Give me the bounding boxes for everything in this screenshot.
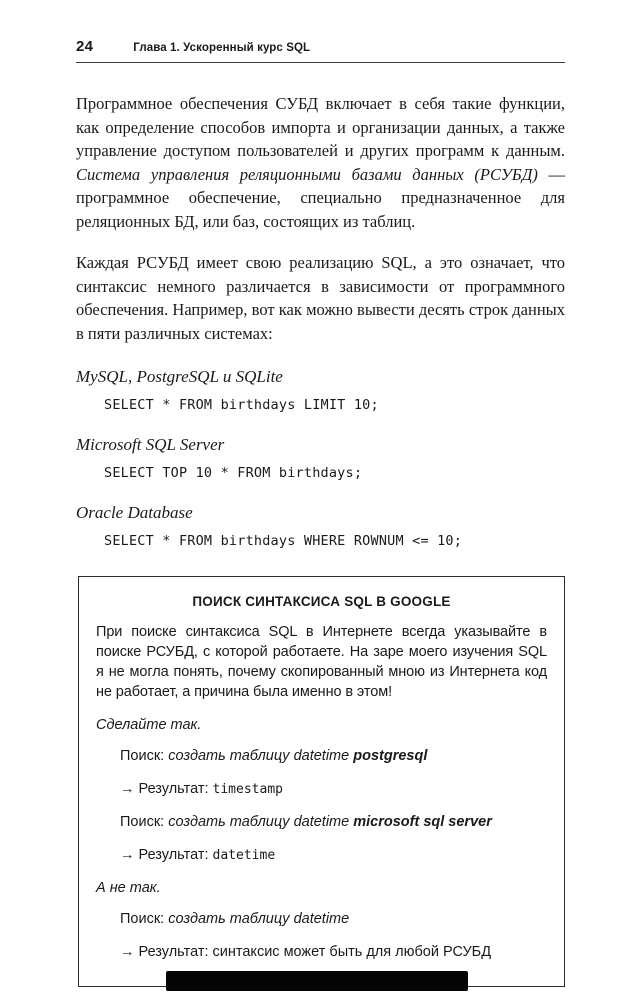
search-query: создать таблицу datetime	[168, 748, 354, 764]
sql-code-top: SELECT TOP 10 * FROM birthdays;	[104, 465, 363, 481]
page-number: 24	[76, 38, 94, 55]
scan-artifact-bar	[166, 971, 468, 991]
result-line	[120, 943, 547, 962]
p1-text-2: — программное обеспечение, специально предназначенное для реляционных БД, или баз, состоящих из таблиц.	[76, 164, 566, 231]
result-line	[120, 846, 547, 865]
result-code: timestamp	[212, 782, 283, 797]
do-label: Сделайте так.	[96, 717, 202, 733]
search-label: Поиск:	[120, 814, 169, 830]
search-query: создать таблицу datetime	[168, 911, 350, 927]
search-label: Поиск:	[120, 911, 169, 927]
result-code: datetime	[212, 848, 276, 863]
sidebar-intro: При поиске синтаксиса SQL в Интернете всегда указывайте в поиске РСУБД, с которой работаете. На заре моего изучения SQL я не могла понять, почему скопированный мною из Интернета код не работает, а причина была именно в этом!	[96, 624, 547, 700]
section-heading: Oracle Database	[76, 503, 193, 522]
search-query-dbms: microsoft sql server	[353, 814, 492, 830]
chapter-title: Глава 1. Ускоренный курс SQL	[133, 42, 311, 54]
paragraph-dbms-software	[76, 92, 565, 233]
search-line	[120, 813, 547, 832]
search-line	[120, 747, 547, 766]
running-head	[76, 38, 565, 63]
result-label: → Результат:	[120, 847, 213, 863]
sql-code-rownum: SELECT * FROM birthdays WHERE ROWNUM <= 10;	[104, 533, 463, 549]
p1-term-rdbms: Система управления реляционными базами данных (РСУБД)	[76, 164, 538, 184]
section-mysql-postgres-sqlite	[76, 366, 565, 413]
search-line	[120, 910, 547, 929]
sql-code-limit: SELECT * FROM birthdays LIMIT 10;	[104, 397, 379, 413]
sidebar-title: ПОИСК СИНТАКСИСА SQL В GOOGLE	[192, 594, 451, 609]
search-query-dbms: postgresql	[353, 748, 428, 764]
section-heading: Microsoft SQL Server	[76, 435, 225, 454]
body-column	[76, 92, 565, 549]
section-oracle-database	[76, 502, 565, 549]
p1-text-1: Программное обеспечения СУБД включает в себя такие функции, как определение способов импорта и организации данных, а также управление доступом пользователей и других программ к данным.	[76, 94, 565, 160]
result-label: → Результат:	[120, 944, 213, 960]
search-label: Поиск:	[120, 748, 169, 764]
result-line	[120, 780, 547, 799]
result-text: синтаксис может быть для любой РСУБД	[212, 944, 492, 960]
paragraph-sql-implementations: Каждая РСУБД имеет свою реализацию SQL, а это означает, что синтаксис немного различается в зависимости от программного обеспечения. Например, вот как можно вывести десять строк данных в пяти различных системах:	[76, 253, 565, 343]
search-query: создать таблицу datetime	[168, 814, 354, 830]
result-label: → Результат:	[120, 781, 213, 797]
section-heading: MySQL, PostgreSQL и SQLite	[76, 367, 283, 386]
sidebar-box-google-search	[78, 576, 565, 987]
dont-label: А не так.	[96, 880, 161, 896]
section-ms-sql-server	[76, 434, 565, 481]
